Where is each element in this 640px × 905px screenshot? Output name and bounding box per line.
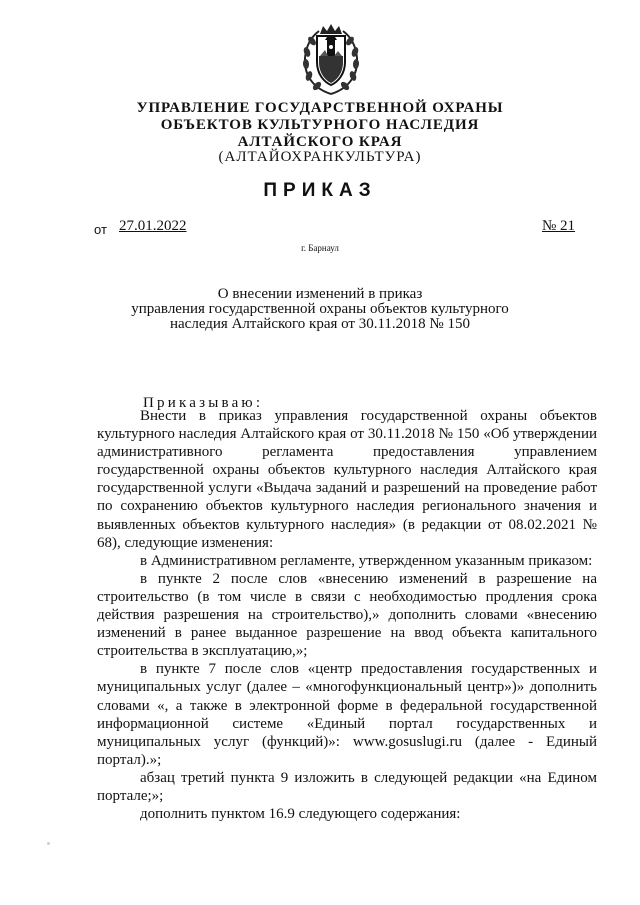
subject-line-2: управления государственной охраны объектов культурного	[131, 301, 509, 317]
subject-line-3: наследия Алтайского края от 30.11.2018 № 150	[169, 316, 470, 332]
order-directive-word: Приказываю:	[143, 395, 264, 411]
body-paragraph-6: дополнить пунктом 16.9 следующего содержания:	[140, 806, 461, 823]
issue-city: г. Барнаул	[301, 243, 339, 253]
altai-krai-coat-of-arms-icon	[298, 22, 364, 98]
org-name-line-1: УПРАВЛЕНИЕ ГОСУДАРСТВЕННОЙ ОХРАНЫ	[136, 100, 504, 116]
body-paragraph-2: в Административном регламенте, утвержденном указанным приказом:	[140, 552, 593, 569]
order-subject	[100, 287, 540, 332]
org-short-name: (АЛТАЙОХРАНКУЛЬТУРА)	[218, 149, 422, 165]
org-name-line-3: АЛТАЙСКОГО КРАЯ	[237, 134, 403, 150]
order-date: 27.01.2022	[119, 218, 187, 234]
body-paragraph-5: абзац третий пункта 9 изложить в следующей редакции «на Едином портале;»;	[97, 769, 597, 804]
scan-speck	[47, 842, 50, 845]
order-body	[97, 407, 597, 823]
body-paragraph-3: в пункте 2 после слов «внесению изменений в разрешение на строительство (в том числе в связи с необходимостью продления срока действия разрешения на строительство),» дополнить словами «внесению изменений в ранее выданное разрешение на ввод объекта капитального строительства в эксплуатацию,»;	[97, 570, 597, 660]
org-name-line-2: ОБЪЕКТОВ КУЛЬТУРНОГО НАСЛЕДИЯ	[160, 117, 480, 133]
subject-line-1: О внесении изменений в приказ	[217, 286, 423, 302]
body-paragraph-1: Внести в приказ управления государственной охраны объектов культурного наследия Алтайского края от 30.11.2018 № 150 «Об утверждении административного регламента предоставления управлением государственной охраны объектов культурного наследия Алтайского края государственной услуги «Выдача заданий и разрешений на проведение работ по сохранению объектов культурного наследия регионального значения и выявленных объектов культурного наследия» (в редакции от 08.02.2021 № 68), следующие изменения:	[97, 408, 597, 551]
date-label: от	[94, 222, 107, 237]
document-title: ПРИКАЗ	[263, 180, 377, 201]
order-number: № 21	[542, 218, 576, 234]
body-paragraph-4: в пункте 7 после слов «центр предоставления государственных и муниципальных услуг (далее – «многофункциональный центр»)» дополнить словами «, а также в электронной форме в федеральной государственной информационной системе «Единый портал государственных и муниципальных услуг (функций)»: www.gosuslugi.ru (далее - Единый портал).»;	[97, 661, 597, 768]
